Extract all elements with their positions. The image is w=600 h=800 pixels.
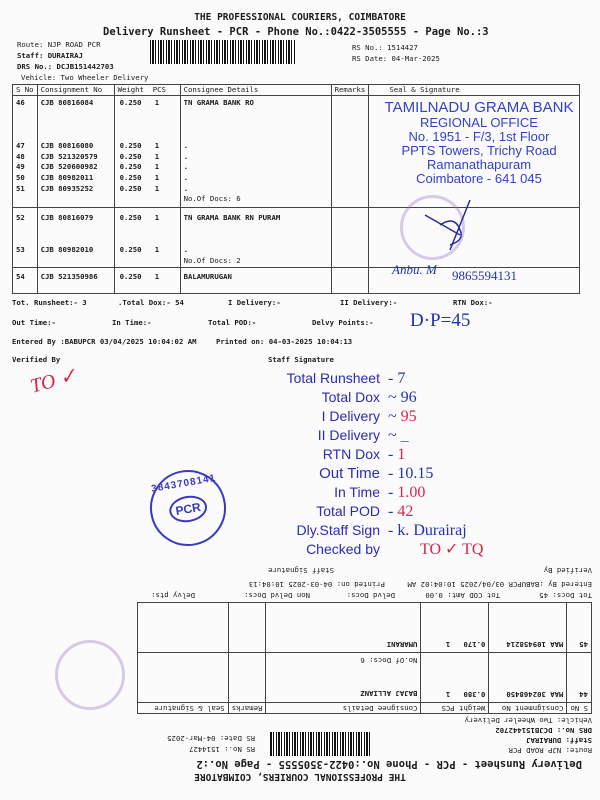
verified-by-label: Verified By <box>12 355 61 364</box>
summary-label: Total POD <box>316 503 380 519</box>
table-header <box>13 85 580 96</box>
out-time: Out Time:- <box>12 318 56 327</box>
summary-row-total-pod <box>230 502 590 521</box>
consignment-cell: MAA 302468450 <box>489 653 567 703</box>
tot-cod-amount: Tot COD Amt: 0.00 <box>425 591 500 600</box>
summary-row-total-runsheet <box>230 369 590 388</box>
summary-row-ii-delivery <box>230 426 590 445</box>
weight-pcs-cell: 0.250 1 0.250 1 0.250 1 0.250 1 0.250 1 0.250 1 <box>114 96 180 208</box>
staff: Staff: DURAIRAJ <box>526 736 592 745</box>
ii-delivery: II Delivery:- <box>340 298 398 307</box>
barcode <box>270 732 370 756</box>
summary-row-checked-by <box>230 540 590 559</box>
summary-row-total-dox <box>230 388 590 407</box>
summary-value: - 42 <box>388 503 414 520</box>
weight-pcs-cell: 0.170 1 <box>421 603 489 653</box>
header-consignment: Consignment No <box>489 703 567 714</box>
consignee-cell: BAJAJ ALLIANZ No.Of Docs: 6 <box>266 653 421 703</box>
bank-stamp: TAMILNADU GRAMA BANK REGIONAL OFFICE No. 1951 - F/3, 1st Floor PPTS Towers, Trichy Road Ramanathapuram Coimbatore - 641 045 <box>384 99 574 186</box>
header-weight-pcs: Weight PCS <box>114 85 180 96</box>
consignee-cell: UMARANI <box>266 603 421 653</box>
remarks-cell <box>228 653 266 703</box>
remarks-cell <box>331 208 369 268</box>
summary-value: - 7 <box>388 370 406 387</box>
i-delivery: I Delivery:- <box>228 298 281 307</box>
rs-number: RS No.: 1514427 <box>189 745 255 754</box>
handwritten-phone: 9865594131 <box>452 268 517 283</box>
header-sno: S No <box>13 85 38 96</box>
staff-signature-label: Staff Signature <box>268 355 334 364</box>
checked-by-signature: TO ✓ TQ <box>420 541 484 558</box>
summary-row-i-delivery <box>230 407 590 426</box>
delivery-points: Delvy Points:- <box>312 318 374 327</box>
signature-scribble <box>420 195 500 255</box>
sno-cell: 44 <box>567 653 592 703</box>
consignment-cell: CJB 80816079 CJB 80982010 <box>37 208 114 268</box>
pcr-seal: 3843708141 PCR <box>144 464 232 552</box>
barcode <box>150 40 295 64</box>
sno-cell: 46 47 48 49 50 51 <box>13 96 38 208</box>
runsheet-page-2-inverted <box>0 560 600 800</box>
staff-signature-label: Staff Signature <box>268 566 334 575</box>
summary-value: - 10.15 <box>388 465 434 482</box>
sno-cell: 45 <box>567 603 592 653</box>
sno-cell: 52 53 <box>13 208 38 268</box>
remarks-cell <box>228 603 266 653</box>
rtn-dox: RTN Dox:- <box>453 298 493 307</box>
delivery-points: Delvy pts: <box>151 591 195 600</box>
consignment-cell: CJB 80816084 CJB 80816080 CJB 521320579 CJB 520600982 CJB 80982011 CJB 80935252 <box>37 96 114 208</box>
summary-row-rtn-dox <box>230 445 590 464</box>
consignee-cell: TN GRAMA BANK RN PURAM . No.Of Docs: 2 <box>180 208 331 268</box>
table-header <box>138 703 592 714</box>
summary-label: Total Runsheet <box>286 370 380 386</box>
header-sno: S No <box>567 703 592 714</box>
header-remarks: Remarks <box>228 703 266 714</box>
total-dox: .Total Dox:- 54 <box>118 298 184 307</box>
rs-date: RS Date: 04-Mar-2025 <box>352 54 440 63</box>
entered-by: Entered By :BABUPCR 03/04/2025 10:04:02 AM <box>407 580 592 589</box>
header-consignee: Consignee Details <box>180 85 331 96</box>
vehicle: Vehicle: Two Wheeler Delivery <box>21 73 149 82</box>
summary-row-out-time <box>230 464 590 483</box>
weight-pcs-cell: 0.250 1 <box>114 268 180 294</box>
rs-date: RS Date: 04-Mar-2025 <box>167 734 255 743</box>
table-row <box>138 603 592 653</box>
summary-label: Total Dox <box>321 389 380 405</box>
summary-value: ~ 96 <box>388 389 417 406</box>
summary-label: Checked by <box>306 541 380 557</box>
rs-number: RS No.: 1514427 <box>352 43 418 52</box>
printed-on: Printed on: 04-03-2025 10:04:13 <box>216 337 353 346</box>
summary-row-in-time <box>230 483 590 502</box>
seal-cell <box>138 603 229 653</box>
header-seal: Seal & Signature <box>369 85 580 96</box>
in-time: In Time:- <box>112 318 152 327</box>
drs-number: DRS No.: DCJB151442703 <box>17 62 114 71</box>
consignment-cell: CJB 521350986 <box>37 268 114 294</box>
header-consignee: Consignee Details <box>266 703 421 714</box>
drs-number: DRS No.: DCJB151442702 <box>495 726 592 735</box>
seal-cell <box>138 653 229 703</box>
verified-signature: TO ✓ <box>27 364 80 398</box>
vehicle: Vehicle: Two Wheeler Delivery <box>464 716 592 725</box>
handwritten-delivery-points: D·P=45 <box>410 310 471 331</box>
header-seal: Seal & Signature <box>138 703 229 714</box>
header-consignment: Consignment No <box>37 85 114 96</box>
remarks-cell <box>331 96 369 208</box>
entered-by: Entered By :BABUPCR 03/04/2025 10:04:02 AM <box>12 337 197 346</box>
summary-label: Out Time <box>319 465 380 482</box>
summary-value: - k. Durairaj <box>388 522 467 539</box>
weight-pcs-cell: 0.250 1 0.250 1 <box>114 208 180 268</box>
receiver-signature: Anbu. M <box>392 262 437 277</box>
round-seal <box>55 640 125 710</box>
tot-docs: Tot Docs: 45 <box>539 591 592 600</box>
route: Route: NJP ROAD PCR <box>17 40 101 49</box>
summary-value: ~ _ <box>388 427 409 444</box>
header-remarks: Remarks <box>331 85 369 96</box>
non-delivered-docs: Non Delvd Docs: <box>244 591 310 600</box>
total-pod: Total POD:- <box>208 318 257 327</box>
summary-value: - 1 <box>388 446 406 463</box>
summary-value: - 1.00 <box>388 484 426 501</box>
runsheet-subtitle: Delivery Runsheet - PCR - Phone No.:0422-3505555 - Page No.:3 <box>103 26 489 38</box>
summary-label: II Delivery <box>317 427 380 443</box>
header-weight-pcs: Weight PCS <box>421 703 489 714</box>
staff: Staff: DURAIRAJ <box>17 51 83 60</box>
remarks-cell <box>331 268 369 294</box>
runsheet-subtitle: Delivery Runsheet - PCR - Phone No.:0422-3505555 - Page No.:2 <box>196 758 582 770</box>
summary-value: ~ 95 <box>388 408 417 425</box>
company-name: THE PROFESSIONAL COURIERS, COIMBATORE <box>194 771 406 782</box>
summary-label: RTN Dox <box>322 446 380 462</box>
summary-row-staff-sign <box>230 521 590 540</box>
sno-cell: 54 <box>13 268 38 294</box>
route: Route: NJP ROAD PCR <box>508 746 592 755</box>
summary-label: I Delivery <box>321 408 380 424</box>
summary-label: In Time <box>334 484 380 500</box>
company-name: THE PROFESSIONAL COURIERS, COIMBATORE <box>194 12 406 23</box>
tot-runsheet: Tot. Runsheet:- 3 <box>12 298 87 307</box>
table-row <box>138 653 592 703</box>
summary-label: Dly.Staff Sign <box>296 522 380 538</box>
verified-by-label: Verified By <box>543 566 592 575</box>
consignment-table <box>137 602 592 714</box>
weight-pcs-cell: 0.380 1 <box>421 653 489 703</box>
printed-on: Printed on: 04-03-2025 10:04:13 <box>248 580 385 589</box>
consignee-cell: TN GRAMA BANK RO . . . . . No.Of Docs: 6 <box>180 96 331 208</box>
consignment-cell: MAA 109458214 <box>489 603 567 653</box>
consignee-cell: BALAMURUGAN <box>180 268 331 294</box>
delivered-docs: Delvd Docs: <box>346 591 395 600</box>
